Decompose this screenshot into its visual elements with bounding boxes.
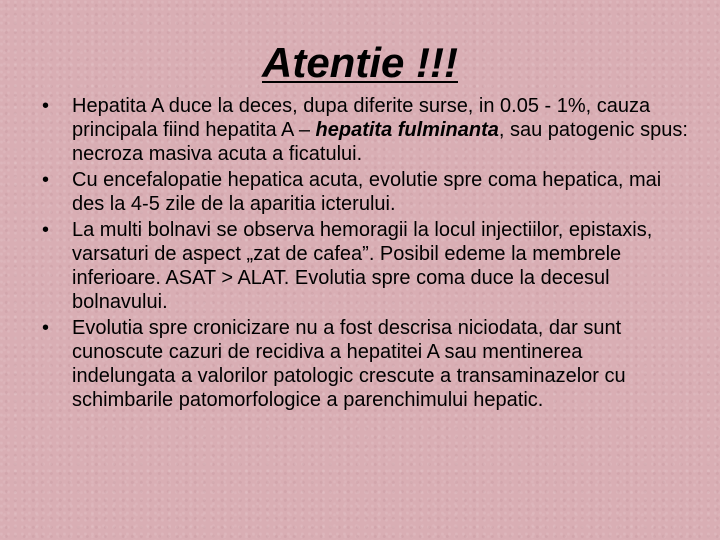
emphasized-term: hepatita fulminanta [315, 119, 499, 141]
bullet-marker: • [42, 317, 50, 339]
bullet-list [28, 94, 690, 414]
bullet-marker: • [42, 219, 50, 241]
bullet-text: Cu encefalopatie hepatica acuta, evolutie spre coma hepatica, mai des la 4-5 zile de la aparitia icterului. [72, 169, 662, 215]
bullet-item-2 [28, 168, 690, 216]
bullet-text: Evolutia spre cronicizare nu a fost descrisa niciodata, dar sunt cunoscute cazuri de recidiva a hepatitei A sau mentinerea indelungata a valorilor patologic crescute a transaminazelor cu schimbarile patomorfologice a parenchimului hepatic. [72, 317, 626, 411]
bullet-marker: • [42, 169, 50, 191]
bullet-item-3 [28, 218, 690, 314]
bullet-marker: • [42, 95, 50, 117]
bullet-item-4 [28, 316, 690, 412]
bullet-text: La multi bolnavi se observa hemoragii la locul injectiilor, epistaxis, varsaturi de aspect „zat de cafea”. Posibil edeme la membrele inferioare. ASAT > ALAT. Evolutia spre coma duce la decesul bolnavului. [72, 219, 653, 313]
bullet-text: , sau patogenic spus: necroza masiva acuta a ficatului. [72, 119, 688, 165]
slide-title: Atentie !!! [262, 39, 458, 86]
bullet-text: Hepatita A duce la deces, dupa diferite surse, in 0.05 - 1%, cauza principala fiind hepatita A – [72, 95, 651, 141]
bullet-item-1 [28, 94, 690, 166]
